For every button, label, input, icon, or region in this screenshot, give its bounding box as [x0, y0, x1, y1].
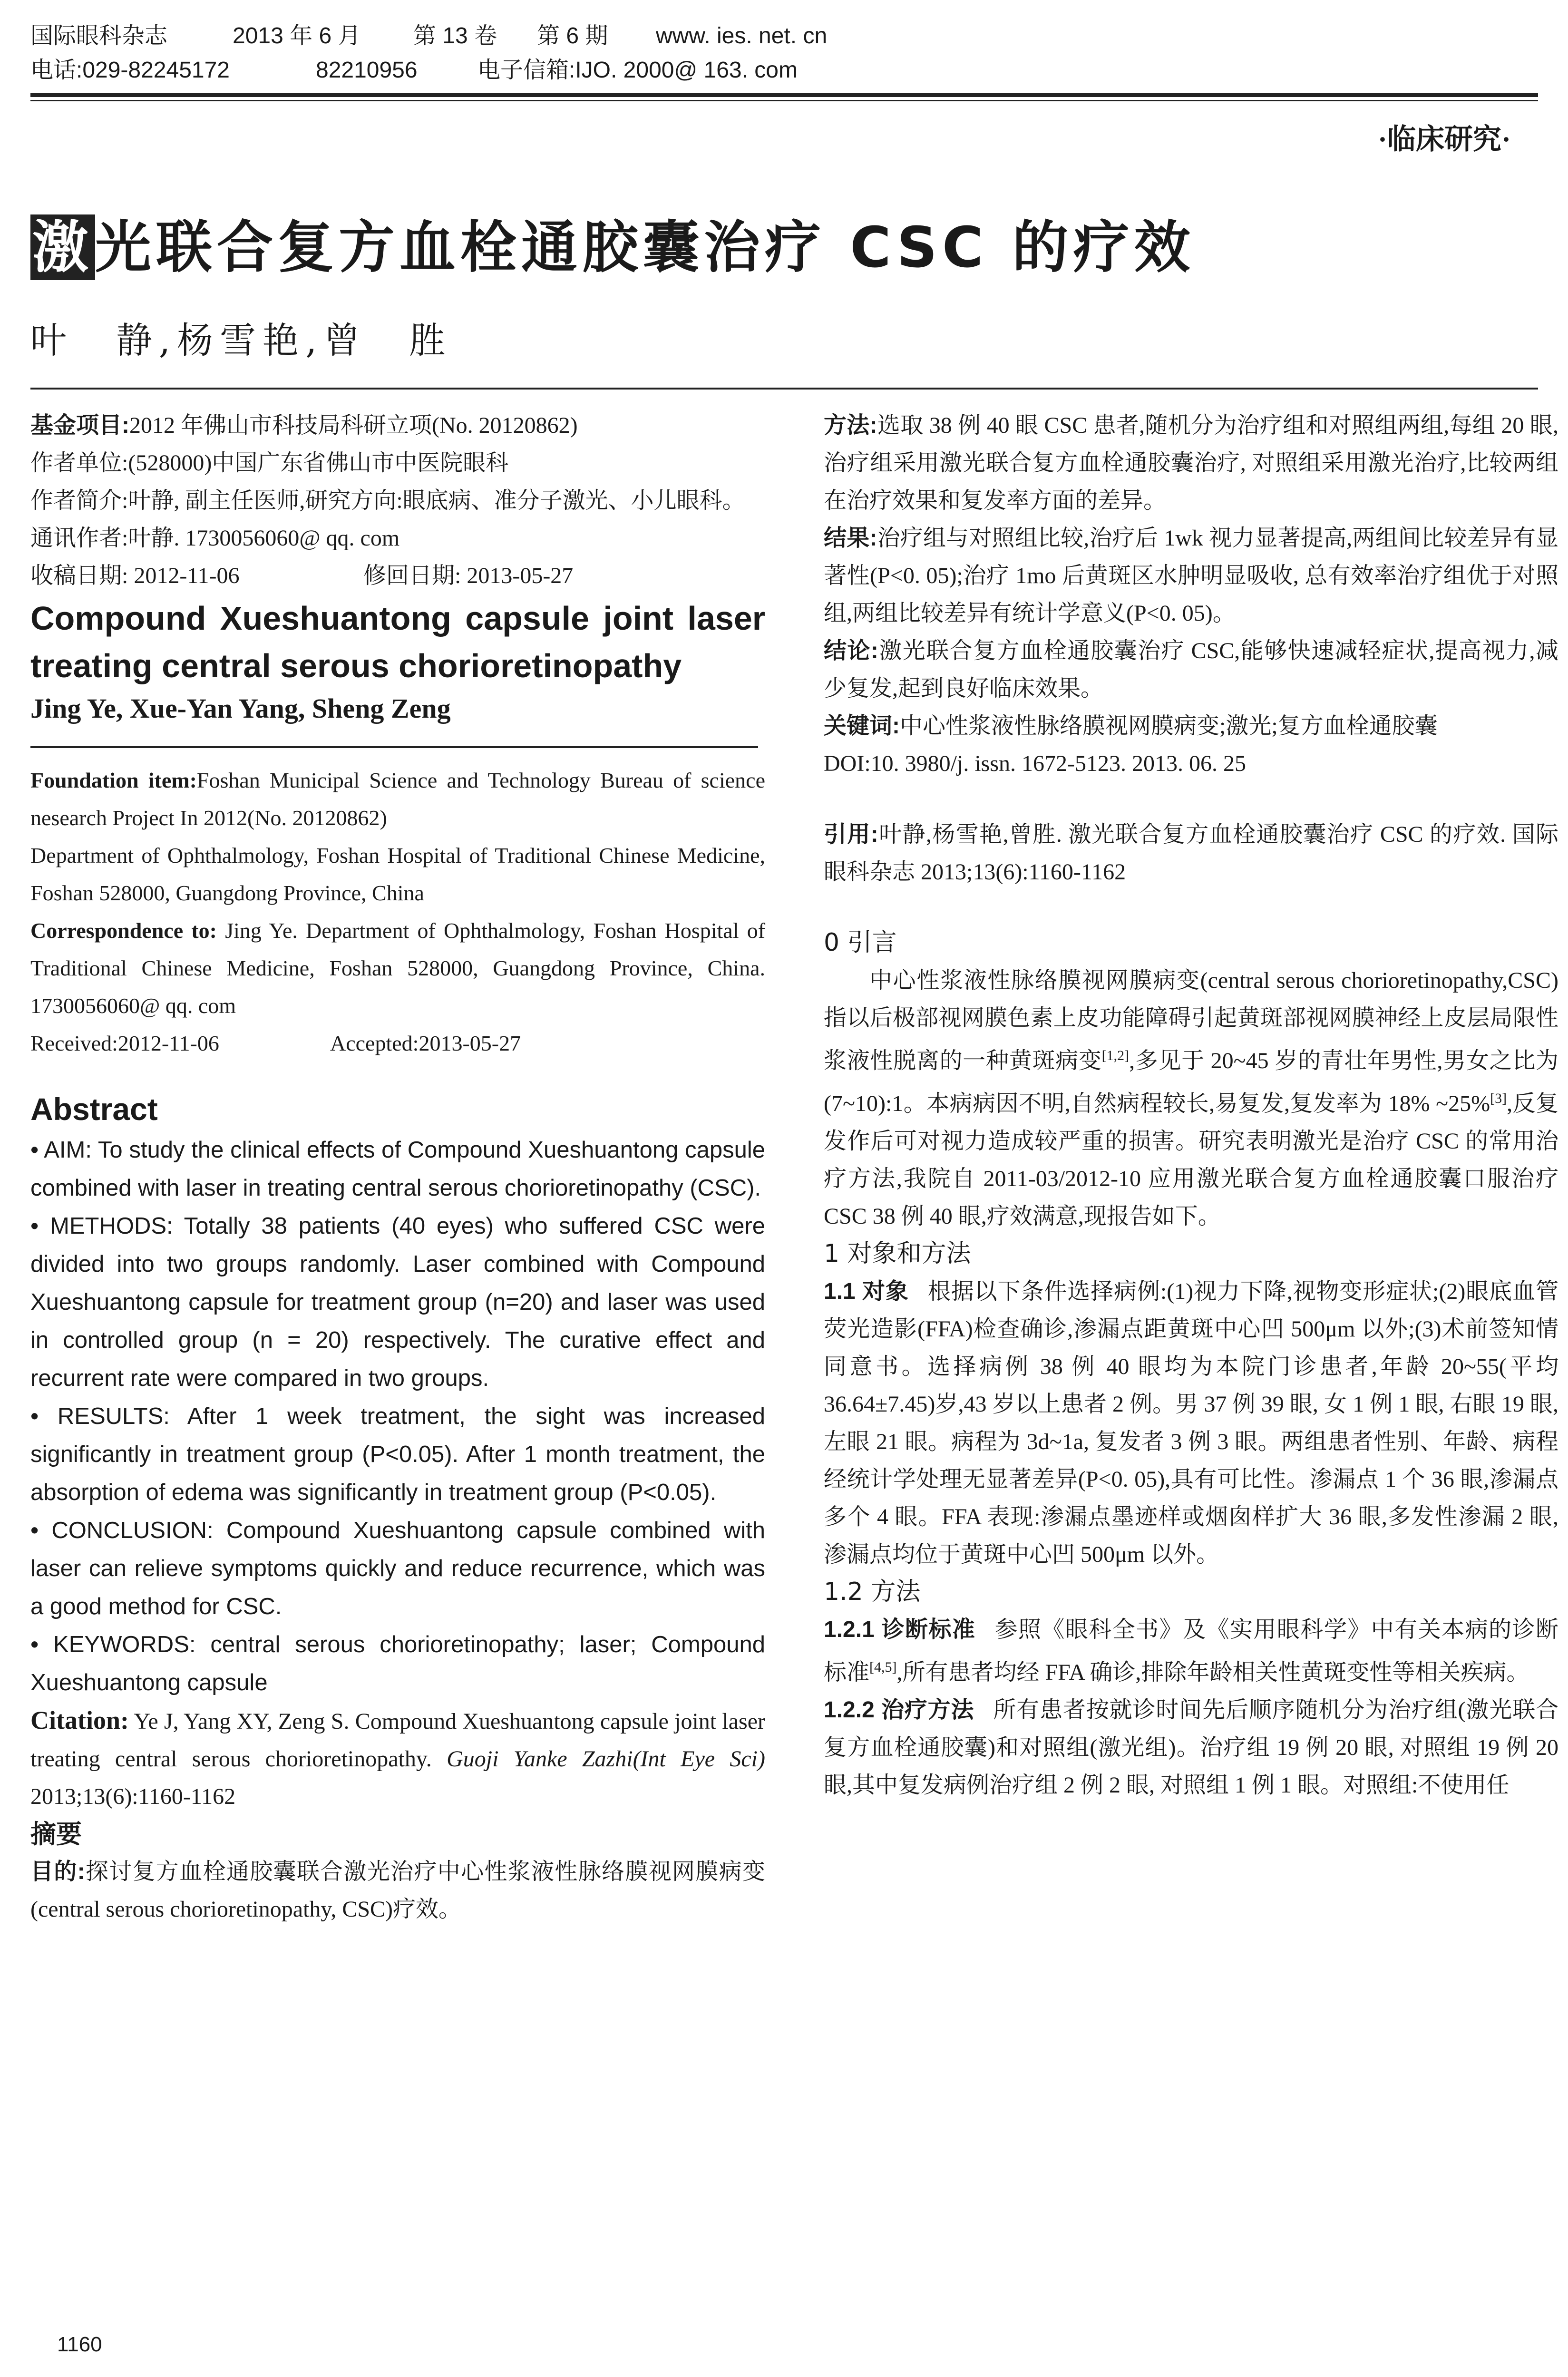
section-1-2-heading: 1.2 方法: [824, 1578, 921, 1606]
abstract-cn-methods: 方法:选取 38 例 40 眼 CSC 患者,随机分为治疗组和对照组两组,每组 20 眼,治疗组采用激光联合复方血栓通胶囊治疗, 对照组采用激光治疗,比较两组在治疗效果和复发率方面的差异。: [824, 413, 1558, 513]
journal-name: 国际眼科杂志: [30, 23, 168, 49]
dates-en: Received:2012-11-06 Accepted:2013-05-27: [30, 1031, 521, 1055]
bio-cn: 作者简介:叶静, 副主任医师,研究方向:眼底病、准分子激光、小儿眼科。: [30, 488, 745, 513]
section-1-heading: 1 对象和方法: [824, 1239, 971, 1268]
abstract-en: [30, 1131, 765, 1702]
foundation-en: Foundation item:Foshan Municipal Science and Technology Bureau of science nesearch Project In 2012(No. 20120862): [30, 768, 765, 830]
english-title: Compound Xueshuantong capsule joint laser treating central serous chorioretinopathy: [30, 600, 765, 684]
abstract-cn-results: 结果:治疗组与对照组比较,治疗后 1wk 视力显著提高,两组间比较差异有显著性(P<0. 05);治疗 1mo 后黄斑区水肿明显吸收, 总有效率治疗组优于对照组,两组比较差异有统计学意义(P<0. 05)。: [824, 526, 1558, 626]
english-authors: Jing Ye, Xue-Yan Yang, Sheng Zeng: [30, 693, 451, 724]
dates-cn: 收稿日期: 2012-11-06 修回日期: 2013-05-27: [30, 563, 574, 588]
issue-date: 2013 年 6 月: [233, 23, 361, 49]
abstract-keywords: • KEYWORDS: central serous chorioretinopathy; laser; Compound Xueshuantong capsule: [30, 1632, 765, 1695]
phone: 电话:029-82245172: [30, 58, 230, 83]
title-rest: 光联合复方血栓通胶囊治疗 CSC 的疗效: [95, 214, 1195, 280]
article-title: [30, 202, 1195, 283]
abstract-methods: • METHODS: Totally 38 patients (40 eyes) who suffered CSC were divided into two groups randomly. Laser combined with Compound Xueshuantong capsule for treatment group (n=20) and laser was used in controlled group (n = 20) respectively. The curative effect and recurrent rate were compared in two groups.: [30, 1213, 765, 1391]
abstract-heading: Abstract: [30, 1091, 158, 1127]
volume: 第 13 卷: [413, 23, 497, 49]
phone-2: 82210956: [316, 58, 418, 83]
doi: DOI:10. 3980/j. issn. 1672-5123. 2013. 06. 25: [824, 751, 1246, 776]
subjects-paragraph: 1.1 对象 根据以下条件选择病例:(1)视力下降,视物变形症状;(2)眼底血管荧光造影(FFA)检查确诊,渗漏点距黄斑中心凹 500μm 以外;(3)术前签知情同意书。选择病例 38 例 40 眼均为本院门诊患者,年龄 20~55(平均 36.64±7.45)岁,43 岁以上患者 2 例。男 37 例 39 眼, 女 1 例 1 眼, 右眼 19 眼, 左眼 21 眼。病程为 3d~1a, 复发者 3 例 3 眼。两组患者性别、年龄、病程经统计学处理无显著差异(P<0. 05),具有可比性。渗漏点 1 个 36 眼,渗漏点多个 4 眼。FFA 表现:渗漏点墨迹样或烟囱样扩大 36 眼,多发性渗漏 2 眼,渗漏点均位于黄斑中心凹 500μm 以外。: [824, 1279, 1558, 1567]
header-rule-thin: [30, 100, 1538, 101]
correspondence-en: Correspondence to: Jing Ye. Department of Ophthalmology, Foshan Hospital of Traditional Chinese Medicine, Foshan 528000, Guangdong Province, China. 1730056060@ qq. com: [30, 918, 766, 1018]
header-line-2: [30, 53, 1538, 88]
citation-cn: 引用:叶静,杨雪艳,曾胜. 激光联合复方血栓通胶囊治疗 CSC 的疗效. 国际眼科杂志 2013;13(6):1160-1162: [824, 822, 1558, 885]
department-en: Department of Ophthalmology, Foshan Hospital of Traditional Chinese Medicine, Foshan 528000, Guangdong Province, China: [30, 843, 765, 905]
abstract-cn-heading: 摘要: [30, 1819, 82, 1849]
website: www. ies. net. cn: [656, 23, 828, 49]
abstract-cn-keywords: 关键词:中心性浆液性脉络膜视网膜病变;激光;复方血栓通胶囊: [824, 713, 1438, 739]
citation-en: Citation: Ye J, Yang XY, Zeng S. Compound Xueshuantong capsule joint laser treating central serous chorioretinopathy. Guoji Yanke Zazhi(Int Eye Sci) 2013;13(6):1160-1162: [30, 1706, 765, 1809]
running-header: [30, 19, 1538, 88]
intro-paragraph: 中心性浆液性脉络膜视网膜病变(central serous chorioretinopathy,CSC)指以后极部视网膜色素上皮功能障碍引起黄斑部视网膜神经上皮层局限性浆液性脱离的一种黄斑病变[1,2],多见于 20~45 岁的青壮年男性,男女之比为(7~10):1。本病病因不明,自然病程较长,易复发,复发率为 18% ~25%[3],反复发作后可对视力造成较严重的损害。研究表明激光是治疗 CSC 的常用治疗方法,我院自 2011-03/2012-10 应用激光联合复方血栓通胶囊口服治疗 CSC 38 例 40 眼,疗效满意,现报告如下。: [824, 968, 1558, 1229]
treatment-paragraph: 1.2.2 治疗方法 所有患者按就诊时间先后顺序随机分为治疗组(激光联合复方血栓通胶囊)和对照组(激光组)。治疗组 19 例 20 眼, 对照组 19 例 20 眼,其中复发病例治疗组 2 例 2 眼, 对照组 1 例 1 眼。对照组:不使用任: [824, 1697, 1558, 1798]
section-0-heading: 0 引言: [824, 928, 897, 957]
foundation-cn: 基金项目:2012 年佛山市科技局科研立项(No. 20120862): [30, 413, 578, 438]
issue: 第 6 期: [537, 23, 608, 49]
english-info: [30, 761, 765, 1062]
abstract-aim: • AIM: To study the clinical effects of Compound Xueshuantong capsule combined with laser in treating central serous chorioretinopathy (CSC).: [30, 1137, 765, 1201]
abstract-conclusion: • CONCLUSION: Compound Xueshuantong capsule combined with laser can relieve symptoms quickly and reduce recurrence, which was a good method for CSC.: [30, 1518, 765, 1619]
affiliation-cn: 作者单位:(528000)中国广东省佛山市中医院眼科: [30, 450, 509, 476]
left-column: [30, 407, 765, 1928]
page-number: 1160: [57, 2333, 102, 2356]
authors-cn: 叶 静,杨雪艳,曾 胜: [30, 319, 452, 361]
title-first-char: 激: [30, 214, 95, 280]
right-column: [824, 407, 1558, 1804]
abstract-cn-aim: 目的:探讨复方血栓通胶囊联合激光治疗中心性浆液性脉络膜视网膜病变(central serous chorioretinopathy, CSC)疗效。: [30, 1859, 765, 1922]
abstract-results: • RESULTS: After 1 week treatment, the sight was increased significantly in treatment group (P<0.05). After 1 month treatment, the absorption of edema was significantly in treatment group (P<0.05).: [30, 1403, 765, 1505]
header-rule: [30, 93, 1538, 97]
diagnosis-paragraph: 1.2.1 诊断标准 参照《眼科全书》及《实用眼科学》中有关本病的诊断标准[4,5],所有患者均经 FFA 确诊,排除年龄相关性黄斑变性等相关疾病。: [824, 1617, 1558, 1685]
corr-cn: 通讯作者:叶静. 1730056060@ qq. com: [30, 526, 400, 551]
english-divider: [30, 746, 758, 748]
header-line-1: [30, 19, 1538, 53]
title-rule: [30, 388, 1538, 390]
abstract-cn-conclusion: 结论:激光联合复方血栓通胶囊治疗 CSC,能够快速减轻症状,提高视力,减少复发,起到良好临床效果。: [824, 638, 1558, 701]
section-tag: ·临床研究·: [1377, 124, 1511, 155]
email: 电子信箱:IJO. 2000@ 163. com: [477, 58, 798, 83]
